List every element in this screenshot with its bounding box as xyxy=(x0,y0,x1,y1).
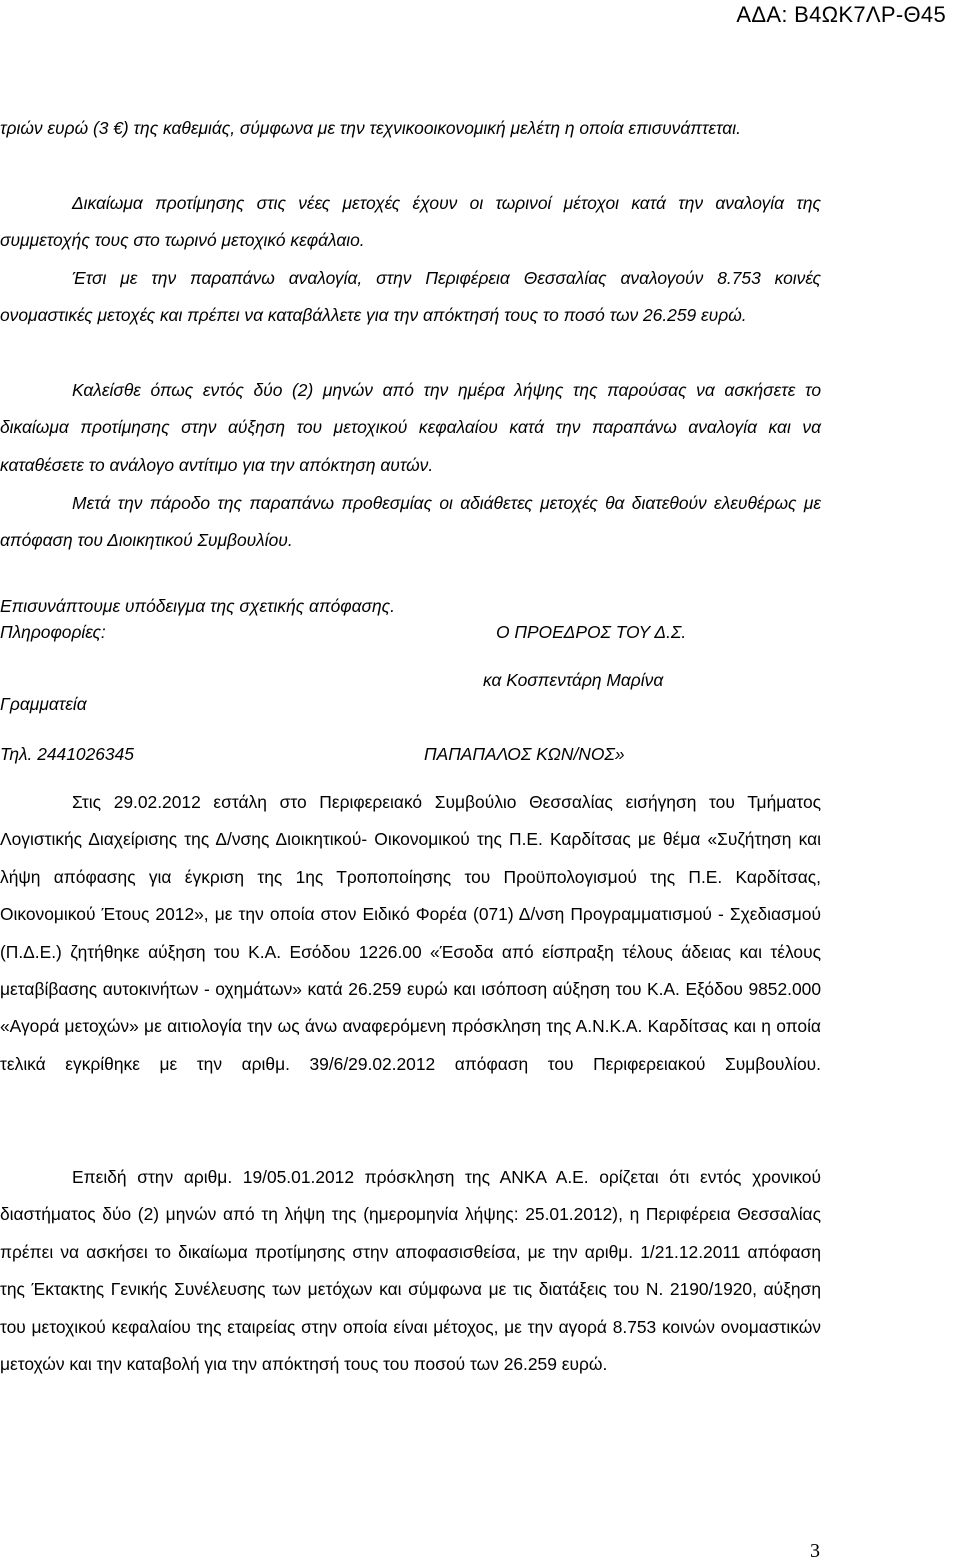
attachment-note: Επισυνάπτουμε υπόδειγμα της σχετικής απόφασης. xyxy=(0,596,395,616)
letter-paragraph-2: Δικαίωμα προτίμησης στις νέες μετοχές έχουν οι τωρινοί μέτοχοι κατά την αναλογία της συμμετοχής τους στο τωρινό μετοχικό κεφάλαιο. xyxy=(0,193,821,251)
letter-paragraph-5: Μετά την πάροδο της παραπάνω προθεσμίας οι αδιάθετες μετοχές θα διατεθούν ελευθέρως με απόφαση του Διοικητικού Συμβουλίου. xyxy=(0,493,821,551)
secretariat-label: Γραμματεία xyxy=(0,694,87,714)
president-name: ΠΑΠΑΠΑΛΟΣ ΚΩΝ/ΝΟΣ» xyxy=(424,744,625,764)
ada-code: ΑΔΑ: Β4ΩΚ7ΛΡ-Θ45 xyxy=(736,2,946,27)
body-paragraph-decision: Στις 29.02.2012 εστάλη στο Περιφερειακό Συμβούλιο Θεσσαλίας εισήγηση του Τμήματος Λογιστικής Διαχείρισης της Δ/νσης Διοικητικού- Οικονομικού της Π.Ε. Καρδίτσας με θέμα «Συζήτηση και λήψη απόφασης για έγκριση της 1ης Τροποποίησης του Προϋπολογισμού της Π.Ε. Καρδίτσας, Οικονομικού Έτους 2012», με την οποία στον Ειδικό Φορέα (071) Δ/νση Προγραμματισμού - Σχεδιασμού (Π.Δ.Ε.) ζητήθηκε αύξηση του Κ.Α. Εσόδου 1226.00 «Έσοδα από είσπραξη τέλους άδειας και τέλους μεταβίβασης αυτοκινήτων - οχημάτων» κατά 26.259 ευρώ και ισόποση αύξηση του Κ.Α. Εξόδου 9852.000 «Αγορά μετοχών» με αιτιολογία την ως άνω αναφερόμενη πρόσκληση της Α.Ν.Κ.Α. Καρδίτσας και η οποία τελικά εγκρίθηκε με την αριθμ. 39/6/29.02.2012 απόφαση του Περιφερειακού Συμβουλίου. xyxy=(0,792,821,1074)
page-number: 3 xyxy=(810,1540,820,1562)
info-contact-name: κα Κοσπεντάρη Μαρίνα xyxy=(483,670,664,690)
president-title: Ο ΠΡΟΕΔΡΟΣ ΤΟΥ Δ.Σ. xyxy=(496,622,687,642)
letter-paragraph-3: Έτσι με την παραπάνω αναλογία, στην Περιφέρεια Θεσσαλίας αναλογούν 8.753 κοινές ονομαστικές μετοχές και πρέπει να καταβάλλετε για την απόκτησή τους το ποσό των 26.259 ευρώ. xyxy=(0,268,821,326)
body-paragraph-reasoning: Επειδή στην αριθμ. 19/05.01.2012 πρόσκληση της ΑΝΚΑ Α.Ε. ορίζεται ότι εντός χρονικού διαστήματος δύο (2) μηνών από τη λήψη της (ημερομηνία λήψης: 25.01.2012), η Περιφέρεια Θεσσαλίας πρέπει να ασκήσει το δικαίωμα προτίμησης στην αποφασισθείσα, με την αριθμ. 1/21.12.2011 απόφαση της Έκτακτης Γενικής Συνέλευσης των μετόχων και σύμφωνα με τις διατάξεις του Ν. 2190/1920, αύξηση του μετοχικού κεφαλαίου της εταιρείας στην οποία είναι μέτοχος, με την αγορά 8.753 κοινών ονομαστικών μετοχών και την καταβολή για την απόκτησή τους του ποσού των 26.259 ευρώ. xyxy=(0,1167,821,1375)
info-label: Πληροφορίες: xyxy=(0,622,106,642)
phone-number: Τηλ. 2441026345 xyxy=(0,744,134,764)
letter-paragraph-1: τριών ευρώ (3 €) της καθεμιάς, σύμφωνα με την τεχνικοοικονομική μελέτη η οποία επισυνάπτεται. xyxy=(0,118,741,138)
letter-paragraph-4: Καλείσθε όπως εντός δύο (2) μηνών από την ημέρα λήψης της παρούσας να ασκήσετε το δικαίωμα προτίμησης στην αύξηση του μετοχικού κεφαλαίου κατά την παραπάνω αναλογία και να καταθέσετε το ανάλογο αντίτιμο για την απόκτηση αυτών. xyxy=(0,380,821,475)
